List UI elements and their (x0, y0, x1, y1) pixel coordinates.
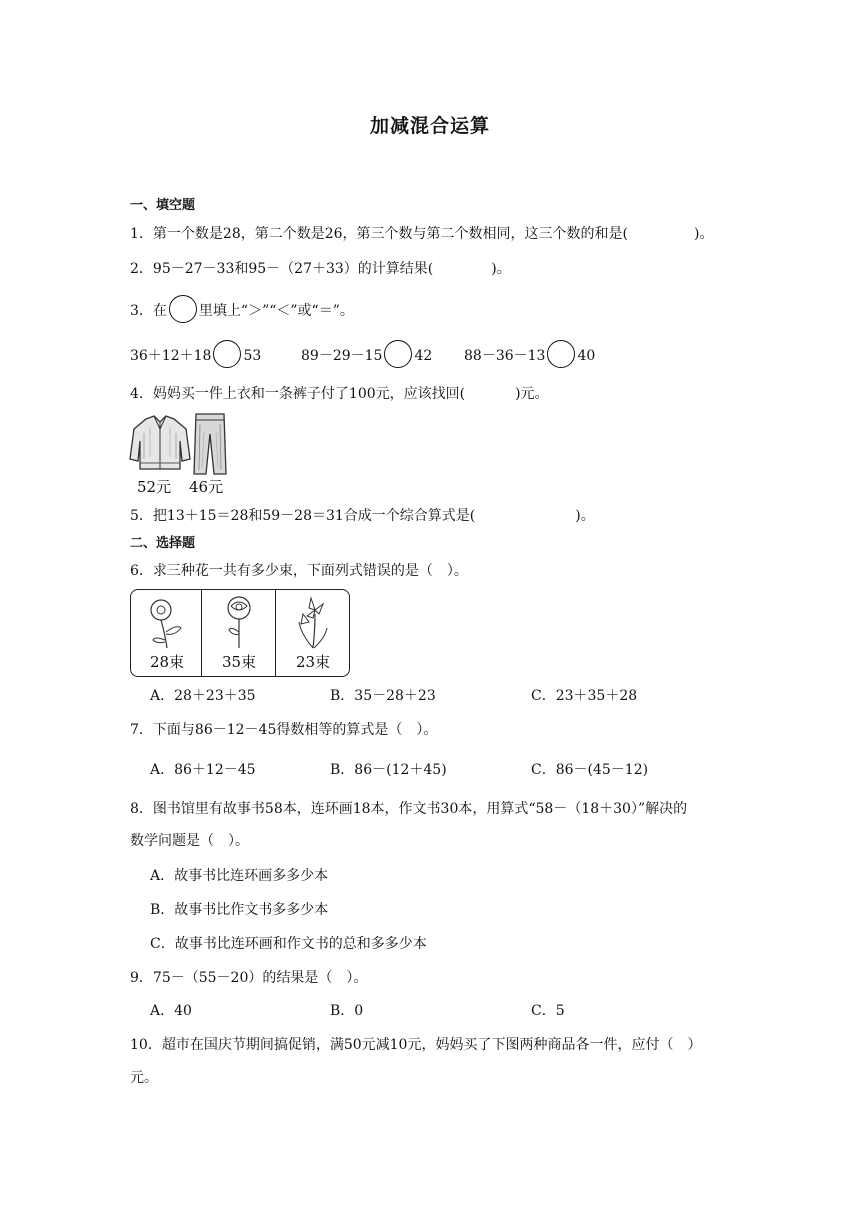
q9-option-b[interactable]: B．0 (330, 1003, 364, 1019)
lily-icon (293, 594, 333, 650)
pants-price: 46元 (189, 478, 224, 496)
compare-circle-icon[interactable] (384, 340, 412, 368)
question-3-suffix: 里填上“＞”“＜”或“＝”。 (198, 303, 354, 319)
comparison-left: 89－29－15 (301, 348, 383, 364)
section-heading-fill-blank: 一、填空题 (130, 198, 196, 213)
question-1-text: 1．第一个数是28，第二个数是26，第三个数与第二个数相同，这三个数的和是( (130, 226, 628, 242)
pants-icon (190, 412, 230, 478)
compare-circle-icon[interactable] (213, 340, 241, 368)
comparison-right: 40 (577, 348, 596, 364)
question-4-end: )元。 (515, 386, 549, 402)
section-heading-choice: 二、选择题 (130, 536, 196, 551)
question-5-end: )。 (575, 508, 595, 524)
flower-count: 28束 (149, 653, 185, 671)
comparison-item-2 (301, 342, 432, 370)
comparison-right: 53 (243, 348, 262, 364)
question-8-line-2: 数学问题是（ ）。 (130, 833, 249, 849)
comparison-right: 42 (414, 348, 433, 364)
question-2-text: 2．95－27－33和95－（27＋33）的计算结果( (130, 261, 434, 277)
compare-circle-icon[interactable] (169, 295, 197, 323)
q6-option-a[interactable]: A．28＋23＋35 (150, 688, 256, 704)
flower-count: 35束 (221, 653, 257, 671)
flower-cell-1 (131, 590, 203, 676)
question-5 (130, 506, 595, 526)
compare-circle-icon[interactable] (547, 340, 575, 368)
jacket-price: 52元 (137, 478, 172, 496)
comparison-item-1 (130, 342, 261, 370)
flower-count: 23束 (295, 653, 331, 671)
question-3 (130, 297, 354, 325)
question-1 (130, 224, 713, 244)
jacket-icon (128, 413, 192, 475)
question-3-prefix: 3．在 (130, 303, 167, 319)
question-1-end: )。 (694, 226, 714, 242)
q7-option-a[interactable]: A．86＋12－45 (150, 762, 256, 778)
question-9: 9．75－（55－20）的结果是（ ）。 (130, 970, 368, 986)
q8-option-c[interactable]: C．故事书比连环画和作文书的总和多多少本 (150, 936, 427, 952)
comparison-item-3 (464, 342, 595, 370)
q8-option-b[interactable]: B．故事书比作文书多多少本 (150, 902, 329, 918)
q7-option-c[interactable]: C．86－(45－12) (531, 762, 649, 778)
question-10-line-1: 10．超市在国庆节期间搞促销，满50元减10元，妈妈买了下图两种商品各一件，应付（ ） (130, 1037, 702, 1053)
question-10-line-2: 元。 (130, 1070, 158, 1086)
flower-cell-3 (277, 590, 349, 676)
q6-option-c[interactable]: C．23＋35＋28 (531, 688, 638, 704)
question-6: 6．求三种花一共有多少束，下面列式错误的是（ ）。 (130, 563, 468, 579)
question-8-line-1: 8．图书馆里有故事书58本，连环画18本，作文书30本，用算式“58－（18＋30）”解决的 (130, 801, 688, 817)
q6-option-b[interactable]: B．35－28＋23 (330, 688, 436, 704)
rose-icon (221, 594, 257, 650)
question-5-text: 5．把13＋15＝28和59－28＝31合成一个综合算式是( (130, 508, 476, 524)
question-2-end: )。 (491, 261, 511, 277)
comparison-left: 36＋12＋18 (130, 348, 212, 364)
morning-glory-icon (147, 596, 187, 650)
question-7: 7．下面与86－12－45得数相等的算式是（ ）。 (130, 722, 438, 738)
question-4-text: 4．妈妈买一件上衣和一条裤子付了100元，应该找回( (130, 386, 466, 402)
q9-option-a[interactable]: A．40 (150, 1003, 192, 1019)
page-title: 加减混合运算 (369, 115, 490, 137)
q7-option-b[interactable]: B．86－(12＋45) (330, 762, 447, 778)
question-2 (130, 259, 511, 279)
comparison-left: 88－36－13 (464, 348, 546, 364)
flower-cell-2 (203, 590, 275, 676)
question-4 (130, 384, 549, 404)
flower-table (130, 589, 350, 677)
q9-option-c[interactable]: C．5 (531, 1003, 565, 1019)
q8-option-a[interactable]: A．故事书比连环画多多少本 (150, 868, 329, 884)
